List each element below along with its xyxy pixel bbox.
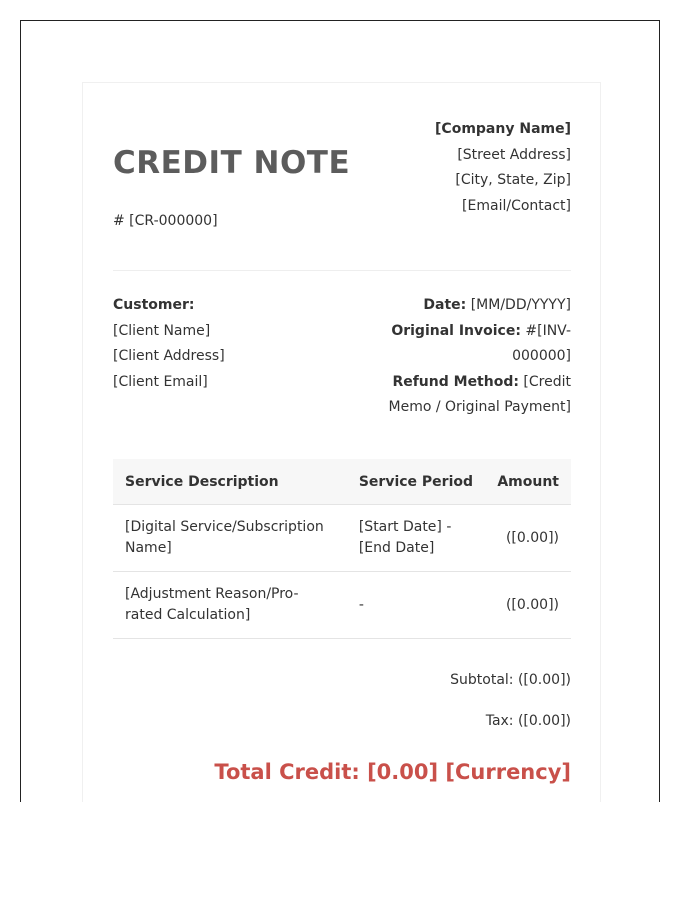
original-invoice-value: #[INV-000000] [512,322,571,364]
table-row [113,572,571,639]
client-address: [Client Address] [113,348,225,364]
credit-note-meta [371,293,571,421]
credit-note-number: # [CR-000000] [113,213,218,229]
refund-method-value: [Credit Memo / Original Payment] [388,373,571,415]
credit-note-page [82,82,601,802]
company-contact: [Email/Contact] [462,197,571,214]
total-credit: Total Credit: [0.00] [Currency] [214,760,571,784]
document-title: CREDIT NOTE [113,145,351,181]
customer-block [113,293,225,395]
date-value: [MM/DD/YYYY] [470,297,571,313]
row-description: [Digital Service/Subscription Name] [113,505,347,572]
tax-line: Tax: ([0.00]) [485,713,571,729]
company-block [435,117,571,219]
date-label: Date: [423,297,467,313]
client-email: [Client Email] [113,373,208,390]
header-service-description: Service Description [113,459,347,505]
company-name: [Company Name] [435,121,571,137]
line-items-table [113,459,571,639]
row-amount: ([0.00]) [485,505,571,572]
refund-method-line [371,370,571,421]
header-service-period: Service Period [347,459,485,505]
client-name: [Client Name] [113,322,211,339]
company-city-state-zip: [City, State, Zip] [455,172,571,188]
table-header-row [113,459,571,505]
header-divider [113,270,571,271]
original-invoice-line [371,319,571,370]
company-street: [Street Address] [457,146,571,163]
date-line [371,293,571,319]
subtotal-line: Subtotal: ([0.00]) [450,672,571,688]
document-frame [20,20,660,802]
row-amount: ([0.00]) [485,572,571,639]
original-invoice-label: Original Invoice: [391,322,521,339]
table-row [113,505,571,572]
customer-label: Customer: [113,297,195,313]
row-description: [Adjustment Reason/Pro-rated Calculation] [113,572,347,639]
header-amount: Amount [485,459,571,505]
refund-method-label: Refund Method: [392,373,519,390]
row-period: - [347,572,485,639]
row-period: [Start Date] - [End Date] [347,505,485,572]
